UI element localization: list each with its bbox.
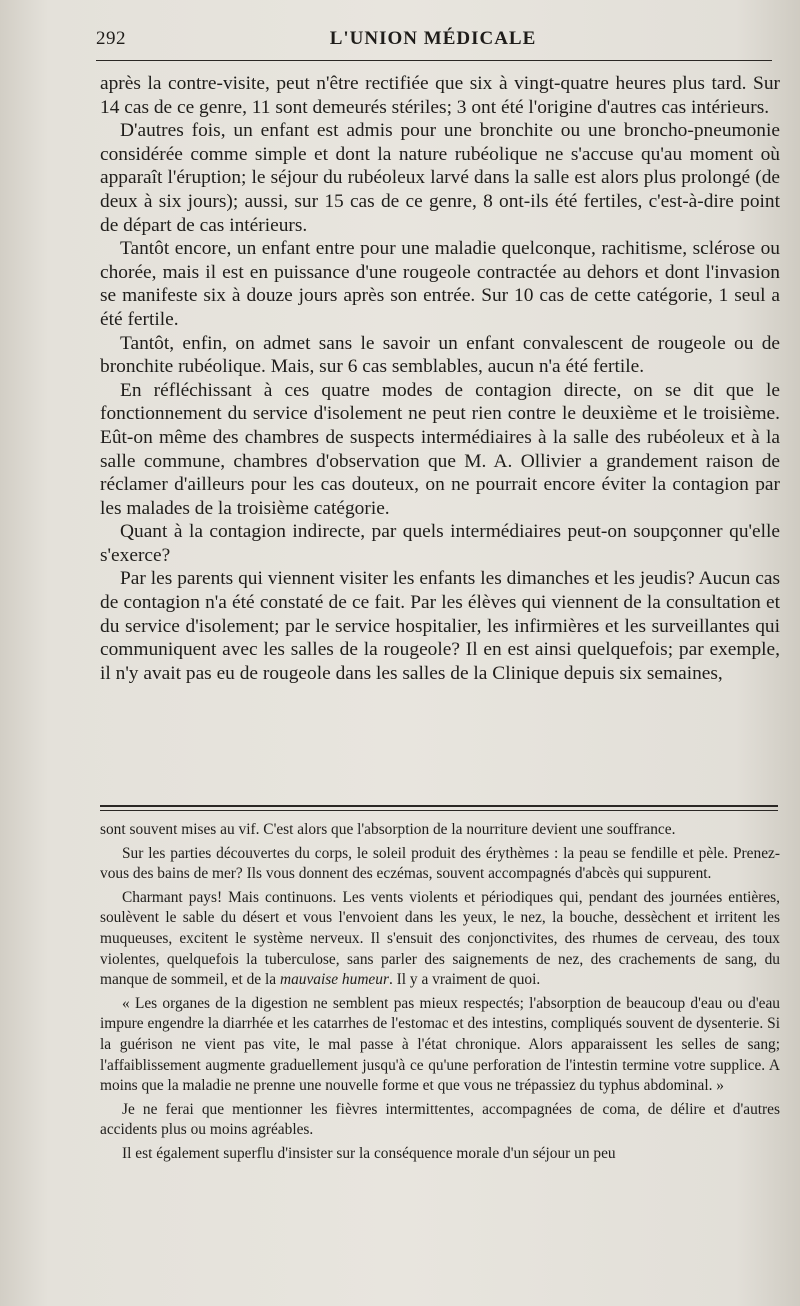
paragraph: En réfléchissant à ces quatre modes de contagion directe, on se dit que le fonctionnement du service d'isolement ne peut rien contre le deuxième et le troisième. Eût-on même des chambres de suspects intermédiaires à la salle des rubéoleux et à la salle commune, chambres d'observation que M. A. Ollivier a grandement raison de réclamer d'ailleurs pour les cas douteux, on ne pourrait encore éviter la contagion par les malades de la troisième catégorie. [100,379,780,519]
note-paragraph: « Les organes de la digestion ne semblent pas mieux respectés; l'absorption de beaucoup d'eau ou d'eau impure engendre la diarrhée et les catarrhes de l'estomac et des intestins, compliqués souvent de dysenterie. Si la guérison ne vient pas vite, le mal passe à l'état chronique. Alors apparaissent les selles de sang; l'affaiblissement augmente graduellement jusqu'à ce qu'une perforation de l'intestin termine votre supplice. A moins que la maladie ne prenne une nouvelle forme et que vous ne trépassiez du typhus abdominal. » [100,994,780,1095]
paragraph: Tantôt encore, un enfant entre pour une maladie quelconque, rachitisme, sclérose ou chorée, mais il est en puissance d'une rougeole contractée au dehors et dont l'invasion se manifeste six à douze jours après son entrée. Sur 10 cas de cette catégorie, 1 seul a été fertile. [100,238,780,330]
paragraph: Quant à la contagion indirecte, par quels intermédiaires peut-on soupçonner qu'elle s'exerce? [100,521,780,566]
italic-phrase: mauvaise humeur [279,971,389,989]
page-header [96,28,770,58]
note-text: . Il y a vraiment de quoi. [388,971,541,989]
note-paragraph: sont souvent mises au vif. C'est alors que l'absorption de la nourriture devient une souffrance. [100,821,676,838]
paragraph: après la contre-visite, peut n'être rectifiée que six à vingt-quatre heures plus tard. Sur 14 cas de ce genre, 11 sont demeurés stériles; 3 ont été l'origine d'autres cas intérieurs. [100,73,780,118]
section-divider [100,805,778,807]
main-text [100,72,780,685]
note-paragraph [100,888,780,991]
header-rule [96,60,772,61]
paragraph: Par les parents qui viennent visiter les enfants les dimanches et les jeudis? Aucun cas de contagion n'a été constaté de ce fait. Par les élèves qui viennent de la consultation et du service d'isolement; par le service hospitalier, les infirmières et les surveillantes qui communiquent avec les salles de la rougeole? Il en est ainsi quelquefois; par exemple, il n'y avait pas eu de rougeole dans les salles de la Clinique depuis six semaines, [100,568,780,684]
paragraph: D'autres fois, un enfant est admis pour une bronchite ou une broncho-pneumonie considérée comme simple et dont la nature rubéolique ne s'accuse qu'au moment où apparaît l'éruption; le séjour du rubéoleux larvé dans la salle est alors plus prolongé (de deux à six jours); aussi, sur 15 cas de ce genre, 8 ont-ils été fertiles, c'est-à-dire point de départ de cas intérieurs. [100,120,780,236]
note-paragraph: Je ne ferai que mentionner les fièvres intermittentes, accompagnées de coma, de délire et d'autres accidents plus ou moins agréables. [100,1100,780,1139]
note-paragraph: Il est également superflu d'insister sur la conséquence morale d'un séjour un peu [122,1144,616,1162]
page-number: 292 [96,28,126,49]
section-divider-thin [100,810,778,811]
feuilleton-text [100,820,780,1168]
running-title: L'UNION MÉDICALE [329,28,537,49]
note-paragraph: Sur les parties découvertes du corps, le soleil produit des érythèmes : la peau se fendille et pèle. Prenez-vous des bains de mer? Ils vous donnent des eczémas, souvent accompagnés d'abcès qui suppurent. [100,844,780,883]
paragraph: Tantôt, enfin, on admet sans le savoir un enfant convalescent de rougeole ou de bronchite rubéolique. Mais, sur 6 cas semblables, aucun n'a été fertile. [100,332,780,378]
note-text: Charmant pays! Mais continuons. Les vents violents et périodiques qui, pendant des journées entières, soulèvent le sable du désert et vous l'envoient dans les yeux, le nez, la bouche, dessèchent et irritent les muqueuses, excitent le système nerveux. Il s'ensuit des conjonctivites, des rhumes de cerveau, des toux violentes, quelquefois la tuberculose, sans parler des saignements de nez, des crachements de sang, du manque de sommeil, et de la [100,888,780,989]
